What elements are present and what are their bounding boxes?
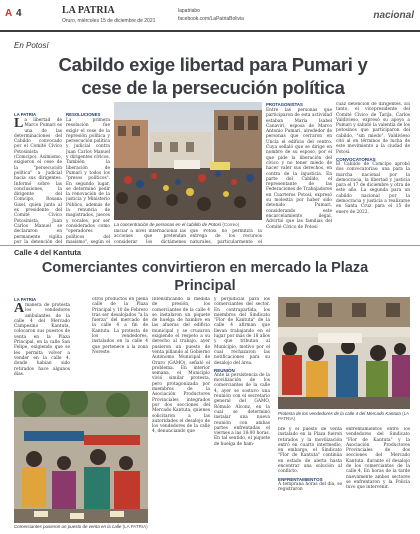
story2-bottom-caption-text: Comerciantes pusieron un puesto de venta en la calle [14,524,122,529]
story2-photo-bottom [14,391,148,523]
story2-caption-text: Protesta de los vendedores de la calle 4 del Mercado Kantuta [278,411,401,416]
story2-col5b-text: A temprana horas del día, se registraron [278,481,342,492]
social-handle: lapatriabo [178,8,200,14]
story1-col4-text: que Potosí no permitirá la entrega de los recursos naturales, particularmente el [190,229,262,245]
publication-name: LA PATRIA [62,5,115,16]
story2-col2-text: otros productos en plena calle de la Plaza Principal y 10 de Febrero tras ser desalojados "a la fuerza" del mercado de la calle 4 a fin de Kantuta. La protesta de los vendedores, instalados en la calle 4 que pertenece a la zona Noreste. [92,297,148,355]
page-number [5,8,22,19]
story1-headline: Cabildo exige libertad para Pumari y cese de la persecución política [58,54,368,98]
story-separator [0,245,420,246]
story1-photo-caption [114,222,262,227]
story2-col5-label: ENFRENTAMIENTOS [278,476,323,482]
story2-col1-text: manera de protesta los vendedores ambulantes de la calle 4 del Mercado Campesino Kantuta, colocaron sus puestos de venta en la Plaza Principal, en la calle San Felipe, exigiendo que se les permita volver a vender en la calle 4, donde habían sido retirados hace algunos días. [14,303,70,377]
story2-photo-top-caption [278,411,410,421]
story1-kicker: En Potosí [14,41,49,50]
story2-photo-bottom-caption [14,524,164,529]
story2-col4-label: REUNIÓN [214,367,235,373]
story1-column-2 [66,112,110,244]
story2-column-2 [92,297,148,387]
story1-col2-label: RESOLUCIONES [66,112,101,117]
story1-col3-text: iniciar a nivel internacional las acciones que pretendan considerar los dictámenes [114,229,186,245]
story1-col2-text: La primera resolución fue exigir el cese de la represión política y persecución política y judicial contra Juan Carlos Manuel y dirigentes cívicos. También la liberación de Pumari y todos los "presos políticos". En segundo lugar, se determinó pedir la renovación de la justicia y Ministerio Público, además de la renuncia de magistrados, jueces y vocales, por ser considerados como "operadores políticos del masismo", según el [66,118,110,244]
story1-byline: LA PATRIA [14,112,37,117]
story1-column-1 [14,112,62,244]
drop-cap-2: A [14,301,25,316]
page-letter: A [5,8,13,19]
story2-column-3 [152,297,210,533]
story2-photo-top [278,297,410,409]
story2-photo-bottom-image [14,391,148,523]
story1-col6-text: cuaz detención de dirigentes. En tanto, el vicepresidente del Comité Cívico de Tarija, Carlos Valdivieso, expresó su apoyo a Pumari y saludó la valentía de los potosinos que participaron del cabildo, "sin miedo". Valdivieso citó al en términos de lucha de este movimiento a la ciudad de Potosí. [336,102,410,155]
story2-photo-credit: (LA PATRIA) [278,411,409,421]
story1-column-5 [266,102,332,244]
story1-column-3 [114,229,186,245]
story1-col6b-text: El Cabildo de Comcipo aprobó dos convocatorias: una para la marcha nacional por la democracia, la libertad y justicia para el 17 de diciembre y otra de este año. La segunda para un cabildo nacional por la democracia y justicia a realizarse en Santa Cruz para el 15 de enero de 2022. [336,161,410,215]
story2-col5-text: bre y el puesto de venta instalado en la Plaza fueron retirados y la movilización entró en cuarto intermedio, en embargo, el Sindicato "Flor de Kantuta" continúa en estado de alerta hasta encontrar una solución al conflicto. [278,427,342,475]
drop-cap: L [14,116,24,131]
story2-col6-text: enfrentamientos entre los vendedores del Sindicato "Flor de Kantuta" y la Asociación Productores Provinciales de dos secciones del Mercado Kantuta, durante el desalojo de los comerciantes de la calle 4, En horas de la tarde nuevamente ambos sectores se enfrentaron y la Policía tuvo que intervenir. [346,427,410,491]
story2-kicker: Calle 4 del Kantuta [14,248,82,257]
story1-col1-text: a libertad de Marco Pumari es una de las determinaciones del Cabildo convocado por el Comité Cívico Potosinista (Comcipo). Asimismo, exigieron el cese de la "persecución política" a judicial hacia sus dirigentes. Informó sobre las conclusiones, la dirigente del Comcipo, Rosana Gisel, quien junto al ex presidente del Comité Cívico Potosinista, Juan Carlos Manuel se declararon en permanente vigilia por la detención del [14,118,62,244]
story2-column-4 [214,297,270,533]
story2-column-6 [346,427,410,533]
page-header [0,0,420,40]
section-name: nacional [373,10,414,21]
story1-col5-label: PROTAGONISTAS [266,102,303,107]
social-facebook: facebook.com/LaPatriaBolivia [178,16,244,22]
issue-date: Oruro, miércoles 15 de diciembre de 2021 [62,18,156,24]
story2-headline: Comerciantes convirtieron en mercado la Plaza Principal [41,260,369,294]
header-rule [0,30,420,32]
story1-photo-credit: (Correo) [222,222,240,227]
story2-column-5 [278,427,342,533]
story1-col6-label: CONVOCATORIAS [336,156,376,162]
story2-col4-text: y perjudicial para los comerciantes del sector. En contrapartida, los miembros del Sindicato "Flor de Kantuta" de la calle 4 afirman que llevan trabajando en el lugar por más de 18 años y que tributan al Municipio, motivo por el cual rechazaron las notificaciones para su desalojo del área. [214,297,270,366]
story2-col3-text: Intensificando la medida de presión, los comerciantes de la calle 4 se instalaron un piquete de huelga de hambre en las afueras del edificio municipal y se cruzaron exigiendo el respeto a su derecho al trabajo, ayer pusieron un puesto de venta pillando al Gobierno Autónomo Municipal de Oruro (GAMO), señaló el problema. En interior semana, el Municipio vivió similar protesta, pero protagonizada por miembros de la Asociación Productores Provinciales integrados por dos secciones del Mercado Kantuta, quienes solicitaron a las autoridades el desalojo de los vendedores de la calle 4, denunciando que [152,297,210,435]
story1-photo-image [114,102,262,220]
story2-photo-top-image [278,297,410,409]
story1-photo [114,102,262,220]
story2-byline: LA PATRIA [14,297,37,302]
story1-caption-text: La concentración de personas en el cabildo de Potosí [114,222,222,227]
page-number-value: 4 [16,8,22,19]
story1-column-4 [190,229,262,245]
story2-bottom-credit: (LA PATRIA) [122,524,148,529]
story1-col5-text: Entre las personas que participaron de esta actividad estaban María Isabel Canaviri, esposa de Marco Antonio Pumari, alrededor de personas que cerraron en Uncía el edificio del centro. Cuya señaló que se dirige en nombre de su esposo, por el que pide la liberación del cívico y no tener miedo de hacer valer sus derechos, en contra de la injusticia. En parte del Cabildo, el representante de las Federaciones de Trabajadores en Cuarteros Potosí, expresó su molestia por haber sido detenido Pumari, considerando este encarcelamiento ilegal. Advirtió que las familias del Comité Cívico de Potosí [266,108,332,230]
story1-column-6 [336,102,410,244]
story2-col4b-text: Ante la persistencia de la movilización de los comerciantes de la calle 4, ayer se sostuvo una reunión con el secretario general del GAMO, Rómulo Alconz, en la cual se determinó instalar una nueva reunión con ambas partes enfrentadas el viernes a las 18:00 horas. En tal sentido, el piquete de huelga de ham- [214,372,270,447]
